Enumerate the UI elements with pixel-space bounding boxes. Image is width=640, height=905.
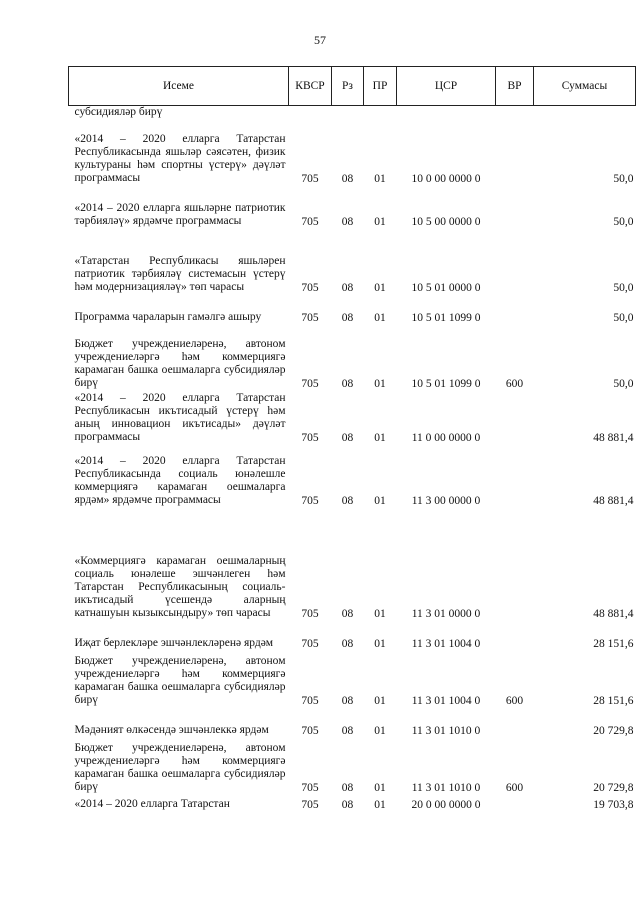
cell-sum: 48 881,4 <box>593 608 634 620</box>
table-row <box>69 445 636 508</box>
cell-pr: 01 <box>374 799 386 811</box>
cell-csr: 11 3 00 0000 0 <box>411 495 481 507</box>
cell-rz: 08 <box>341 608 354 620</box>
cell-rz: 08 <box>341 782 354 794</box>
cell-csr: 11 0 00 0000 0 <box>411 432 481 444</box>
cell-vr: 600 <box>505 378 524 390</box>
cell-rz: 08 <box>341 216 354 228</box>
cell-sum: 48 881,4 <box>593 495 634 507</box>
cell-pr: 01 <box>374 495 386 507</box>
cell-vr <box>496 186 534 229</box>
cell-kvsr: 705 <box>301 725 319 737</box>
table-row <box>69 738 636 795</box>
table-row <box>69 186 636 229</box>
cell-kvsr <box>289 106 332 121</box>
cell-sum: 50,0 <box>613 378 634 390</box>
cell-csr: 10 5 01 0000 0 <box>411 282 481 294</box>
cell-name: Мәдәният өлкәсендә эшчәнлеккә ярдәм <box>74 724 269 736</box>
cell-sum: 19 703,8 <box>593 799 634 811</box>
cell-pr: 01 <box>374 312 386 324</box>
table-row <box>69 229 636 295</box>
header-pr: ПР <box>364 67 397 106</box>
cell-rz: 08 <box>341 378 354 390</box>
table-row <box>69 325 636 391</box>
table-body <box>69 106 636 813</box>
cell-kvsr: 705 <box>301 173 319 185</box>
page-number: 57 <box>314 33 326 47</box>
cell-csr: 10 0 00 0000 0 <box>411 173 481 185</box>
cell-rz: 08 <box>341 725 354 737</box>
cell-kvsr: 705 <box>301 695 319 707</box>
cell-name: Программа чараларын гамәлгә ашыру <box>74 311 262 323</box>
cell-csr: 11 3 01 1004 0 <box>411 695 481 707</box>
cell-name: «Татарстан Республикасы яшьләрен патриотик тәрбияләү системасын үстерү һәм модернизацияләү» төп чарасы <box>74 255 286 293</box>
cell-csr <box>397 106 496 121</box>
header-csr: ЦСР <box>397 67 496 106</box>
cell-pr: 01 <box>374 378 386 390</box>
cell-vr <box>496 229 534 295</box>
cell-vr <box>496 295 534 325</box>
cell-csr: 11 3 01 0000 0 <box>411 608 481 620</box>
header-sum: Суммасы <box>534 67 636 106</box>
cell-rz: 08 <box>341 695 354 707</box>
cell-rz: 08 <box>341 495 354 507</box>
cell-pr: 01 <box>374 173 386 185</box>
cell-csr: 10 5 01 1099 0 <box>411 312 481 324</box>
cell-kvsr: 705 <box>301 495 319 507</box>
cell-pr: 01 <box>374 782 386 794</box>
cell-csr: 20 0 00 0000 0 <box>411 799 481 811</box>
table-row <box>69 120 636 186</box>
cell-sum: 50,0 <box>613 312 634 324</box>
cell-vr <box>496 445 534 508</box>
cell-rz: 08 <box>341 282 354 294</box>
cell-vr: 600 <box>505 782 524 794</box>
cell-pr: 01 <box>374 216 386 228</box>
cell-name: «2014 – 2020 елларга Татарстан Республикасында яшьләр сәясәтен, физик культураны һәм спортны үстерү» дәүләт программасы <box>74 133 286 184</box>
cell-name: «2014 – 2020 елларга Татарстан Республикасында социаль юнәлешле коммерциягә карамаган оешмаларга ярдәм» ярдәмче программасы <box>74 455 286 506</box>
cell-name: «2014 – 2020 елларга Татарстан Республикасын икътисадый үстерү һәм аның инновацион икътисады» дәүләт программасы <box>74 392 286 443</box>
cell-pr: 01 <box>374 725 386 737</box>
cell-csr: 11 3 01 1004 0 <box>411 638 481 650</box>
cell-vr <box>496 508 534 621</box>
cell-sum: 28 151,6 <box>593 695 634 707</box>
cell-name: «2014 – 2020 елларга Татарстан <box>74 798 230 810</box>
cell-kvsr: 705 <box>301 799 319 811</box>
table-row <box>69 621 636 651</box>
cell-vr <box>496 391 534 445</box>
header-kvsr: КВСР <box>289 67 332 106</box>
cell-name: Бюджет учреждениеләренә, автоном учреждениеләргә һәм коммерциягә карамаган башка оешмаларга субсидияләр бирү <box>74 655 286 706</box>
cell-name: субсидияләр бирү <box>74 106 163 118</box>
cell-name: Бюджет учреждениеләренә, автоном учреждениеләргә һәм коммерциягә карамаган башка оешмаларга субсидияләр бирү <box>74 742 286 793</box>
cell-pr: 01 <box>374 282 386 294</box>
cell-csr: 11 3 01 1010 0 <box>411 725 481 737</box>
table-row <box>69 295 636 325</box>
cell-csr: 11 3 01 1010 0 <box>411 782 481 794</box>
cell-pr: 01 <box>374 695 386 707</box>
cell-rz: 08 <box>341 638 354 650</box>
cell-kvsr: 705 <box>301 608 319 620</box>
table-row <box>69 651 636 708</box>
cell-csr: 10 5 00 0000 0 <box>411 216 481 228</box>
cell-kvsr: 705 <box>301 782 319 794</box>
cell-vr <box>496 106 534 121</box>
budget-table <box>68 66 636 812</box>
cell-kvsr: 705 <box>301 282 319 294</box>
cell-sum: 20 729,8 <box>593 725 634 737</box>
cell-name: Бюджет учреждениеләренә, автоном учреждениеләргә һәм коммерциягә карамаган башка оешмаларга субсидияләр бирү <box>74 338 286 389</box>
cell-vr <box>496 795 534 812</box>
cell-rz <box>332 106 364 121</box>
cell-name: «Коммерциягә карамаган оешмаларның социаль юнәлеше эшчәнлеген һәм Татарстан Республикасының социаль-икътисадый үсешендә аларның катнашуын кызыксындыру» төп чарасы <box>74 555 286 619</box>
cell-pr <box>364 106 397 121</box>
cell-pr: 01 <box>374 638 386 650</box>
cell-vr: 600 <box>505 695 524 707</box>
cell-kvsr: 705 <box>301 378 319 390</box>
cell-rz: 08 <box>341 432 354 444</box>
cell-rz: 08 <box>341 799 354 811</box>
cell-kvsr: 705 <box>301 216 319 228</box>
cell-sum: 50,0 <box>613 282 634 294</box>
cell-sum <box>534 106 636 121</box>
cell-sum: 28 151,6 <box>593 638 634 650</box>
table-header-row <box>69 67 636 106</box>
cell-pr: 01 <box>374 608 386 620</box>
cell-name: Иҗат берлекләре эшчәнлекләренә ярдәм <box>74 637 274 649</box>
cell-vr <box>496 621 534 651</box>
header-vr: ВР <box>496 67 534 106</box>
cell-sum: 50,0 <box>613 216 634 228</box>
cell-rz: 08 <box>341 312 354 324</box>
header-rz: Рз <box>332 67 364 106</box>
cell-sum: 50,0 <box>613 173 634 185</box>
cell-sum: 48 881,4 <box>593 432 634 444</box>
header-name: Исеме <box>69 67 289 106</box>
table-row <box>69 106 636 121</box>
cell-kvsr: 705 <box>301 638 319 650</box>
cell-kvsr: 705 <box>301 432 319 444</box>
cell-vr <box>496 708 534 738</box>
cell-kvsr: 705 <box>301 312 319 324</box>
cell-vr <box>496 120 534 186</box>
table-row <box>69 391 636 445</box>
cell-name: «2014 – 2020 елларга яшьләрне патриотик тәрбияләү» ярдәмче программасы <box>74 202 286 227</box>
cell-rz: 08 <box>341 173 354 185</box>
table-row <box>69 708 636 738</box>
table-row <box>69 795 636 812</box>
table-row <box>69 508 636 621</box>
cell-sum: 20 729,8 <box>593 782 634 794</box>
cell-csr: 10 5 01 1099 0 <box>411 378 481 390</box>
cell-pr: 01 <box>374 432 386 444</box>
